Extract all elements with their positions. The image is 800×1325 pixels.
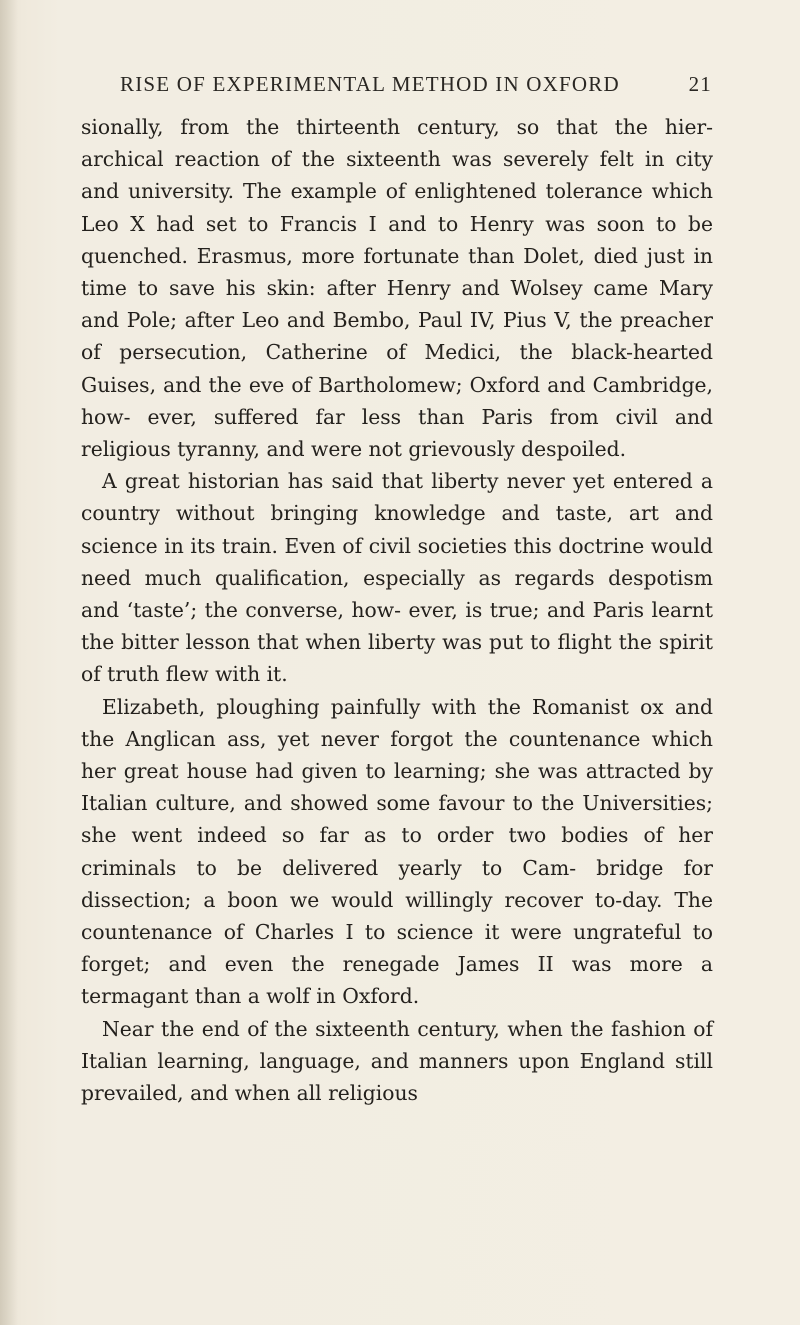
paragraph-1: sionally, from the thirteenth century, so that the hier- archical reaction of the sixteenth was severely felt in city and university. The example of enlightened tolerance which Leo X had set to Francis I and to Henry was soon to be quenched. Erasmus, more fortunate than Dolet, died just in time to save his skin: after Henry and Wolsey came Mary and Pole; after Leo and Bembo, Paul IV, Pius V, the preacher of persecution, Catherine of Medici, the black-hearted Guises, and the eve of Bartholomew; Oxford and Cambridge, how- ever, suffered far less than Paris from civil and religious tyranny, and were not grievously despoiled. xyxy=(81,115,713,462)
page-number: 21 xyxy=(688,72,712,96)
running-head xyxy=(120,72,712,97)
running-head-title: RISE OF EXPERIMENTAL METHOD IN OXFORD xyxy=(120,72,620,96)
body-text xyxy=(81,111,713,1109)
binding-shadow xyxy=(0,0,18,1325)
paragraph-3: Elizabeth, ploughing painfully with the Romanist ox and the Anglican ass, yet never forgot the countenance which her great house had given to learning; she was attracted by Italian culture, and showed some favour to the Universities; she went indeed so far as to order two bodies of her criminals to be delivered yearly to Cam- bridge for dissection; a boon we would willingly recover to-day. The countenance of Charles I to science it were ungrateful to forget; and even the renegade James II was more a termagant than a wolf in Oxford. xyxy=(81,694,713,1009)
paragraph-4: Near the end of the sixteenth century, when the fashion of Italian learning, language, and manners upon England still prevailed, and when all religious xyxy=(81,1016,713,1106)
paragraph-2: A great historian has said that liberty never yet entered a country without bringing knowledge and taste, art and science in its train. Even of civil societies this doctrine would need much qualification, especially as regards despotism and ‘taste’; the converse, how- ever, is true; and Paris learnt the bitter lesson that when liberty was put to flight the spirit of truth flew with it. xyxy=(81,469,713,687)
